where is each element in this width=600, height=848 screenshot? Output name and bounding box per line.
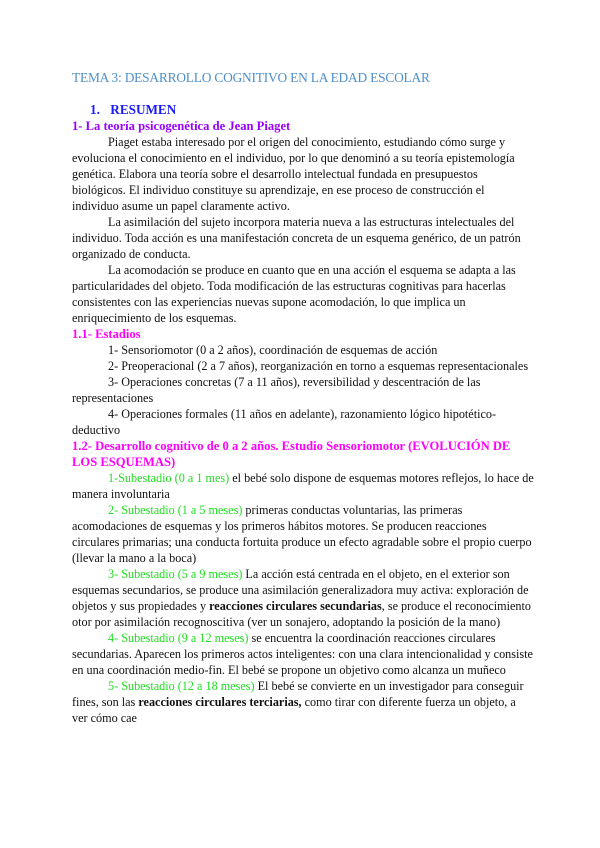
estadio-item: 3- Operaciones concretas (7 a 11 años), reversibilidad y descentración de las representaciones — [72, 375, 481, 405]
subestadio-text: primeras conductas voluntarias, las primeras acomodaciones de esquemas y los primeros hábitos motores. Se producen reacciones circulares primarias; una conducta fortuita produce un efecto agradable sobre el propio cuerpo (llevar la mano a la boca) — [72, 503, 532, 565]
subestadio-item — [72, 678, 534, 726]
subestadio-item — [72, 502, 534, 566]
subestadio-item — [72, 630, 534, 678]
estadio-item: 4- Operaciones formales (11 años en adelante), razonamiento lógico hipotético-deductivo — [72, 407, 497, 437]
subestadio-text: El bebé se convierte en un investigador para conseguir fines, son las — [72, 679, 524, 709]
subestadio-label: 4- Subestadio (9 a 12 meses) — [108, 631, 249, 645]
subestadio-bold: reacciones circulares secundarias — [209, 599, 382, 613]
paragraph: La acomodación se produce en cuanto que en una acción el esquema se adapta a las particularidades del objeto. Toda modificación de las estructuras cognitivas para hacerlas consistentes con las experiencias nuevas supone acomodación, lo que implica un enriquecimiento de los esquemas. — [72, 263, 516, 325]
paragraph: La asimilación del sujeto incorpora materia nueva a las estructuras intelectuales del individuo. Toda acción es una manifestación concreta de un esquema genérico, de un patrón organizado de conducta. — [72, 215, 521, 261]
subestadio-label: 1-Subestadio (0 a 1 mes) — [108, 471, 230, 485]
section-number: 1. — [90, 102, 100, 117]
subestadio-text: se encuentra la coordinación reacciones circulares secundarias. Aparecen los primeros actos inteligentes: con una clara intencionalidad y consiste en una coordinación medio-fin. El bebé se propone un objetivo como alcanza un muñeco — [72, 631, 533, 677]
subestadio-label: 3- Subestadio (5 a 9 meses) — [108, 567, 243, 581]
subestadio-bold: reacciones circulares terciarias, — [138, 695, 302, 709]
document-page — [72, 70, 534, 726]
section-heading — [90, 102, 534, 118]
subestadio-text-end: como tirar con diferente fuerza un objeto, a ver cómo cae — [72, 695, 516, 725]
section-label: RESUMEN — [110, 102, 177, 117]
estadio-item: 2- Preoperacional (2 a 7 años), reorganización en torno a esquemas representacionales — [108, 359, 529, 373]
subestadio-item — [72, 470, 534, 502]
subestadio-text: La acción está centrada en el objeto, en el exterior son esquemas secundarios, se produce una asimilación generalizadora muy activa: exploración de objetos y sus propiedades y — [72, 567, 529, 613]
heading-piaget-theory: 1- La teoría psicogenética de Jean Piaget — [72, 119, 291, 133]
subestadio-label: 5- Subestadio (12 a 18 meses) — [108, 679, 255, 693]
heading-sensoriomotor: 1.2- Desarrollo cognitivo de 0 a 2 años. Estudio Sensoriomotor (EVOLUCIÓN DE LOS ESQUEMAS) — [72, 439, 511, 469]
paragraph: Piaget estaba interesado por el origen del conocimiento, estudiando cómo surge y evoluciona el conocimiento en el individuo, por lo que denominó a su teoría epistemología genética. Elabora una teoría sobre el desarrollo intelectual fundada en presupuestos biológicos. El individuo constituye su aprendizaje, en ese proceso de construcción el individuo asume un papel claramente activo. — [72, 135, 515, 213]
heading-estadios: 1.1- Estadios — [72, 327, 141, 341]
document-title: TEMA 3: DESARROLLO COGNITIVO EN LA EDAD ESCOLAR — [72, 70, 430, 85]
subestadio-item — [72, 566, 534, 630]
estadio-item: 1- Sensoriomotor (0 a 2 años), coordinación de esquemas de acción — [108, 343, 438, 357]
subestadio-label: 2- Subestadio (1 a 5 meses) — [108, 503, 243, 517]
subestadio-text-end: , se produce el reconocimiento otor por asimilación recognoscitiva (ver un sonajero, adoptando la posición de la mano) — [72, 599, 531, 629]
subestadio-text: el bebé solo dispone de esquemas motores reflejos, lo hace de manera involuntaria — [72, 471, 534, 501]
